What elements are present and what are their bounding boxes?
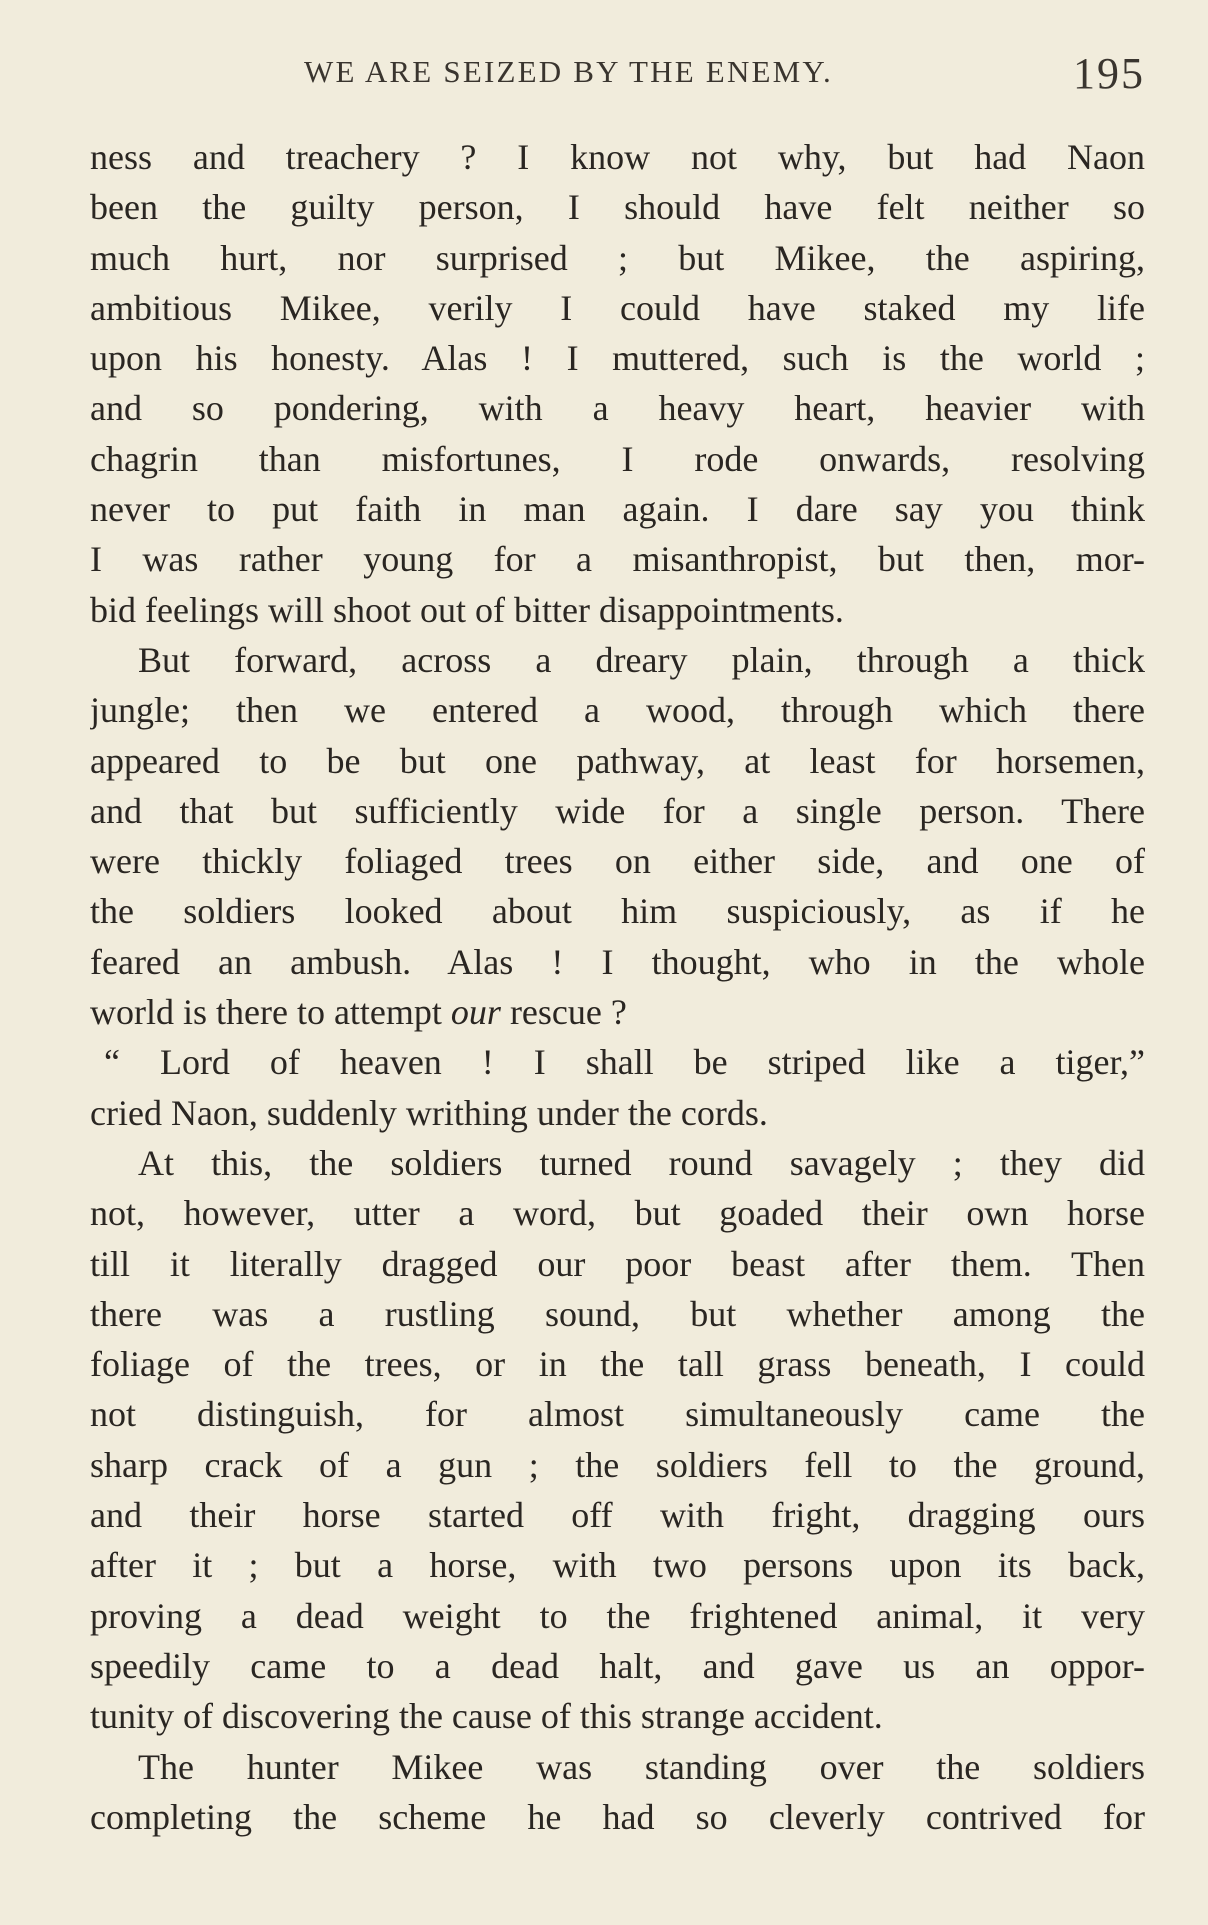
text-line: there was a rustling sound, but whether among the [90, 1293, 1145, 1334]
running-title: WE ARE SEIZED BY THE ENEMY. [304, 54, 833, 89]
text-line: foliage of the trees, or in the tall grass beneath, I could [90, 1344, 1145, 1385]
text-line: not distinguish, for almost simultaneously came the [90, 1394, 1145, 1435]
text-line: and so pondering, with a heavy heart, heavier with [90, 388, 1145, 429]
text-line: much hurt, nor surprised ; but Mikee, the aspiring, [90, 237, 1145, 278]
text-line: The hunter Mikee was standing over the soldiers [138, 1746, 1145, 1787]
text-line: tunity of discovering the cause of this strange accident. [90, 1696, 883, 1737]
text-line: But forward, across a dreary plain, through a thick [138, 639, 1145, 680]
text-line: proving a dead weight to the frightened animal, it very [90, 1595, 1145, 1636]
text-line: jungle; then we entered a wood, through which there [90, 690, 1145, 731]
text-line: speedily came to a dead halt, and gave us an oppor- [90, 1645, 1145, 1686]
text-line: ambitious Mikee, verily I could have staked my life [90, 287, 1145, 328]
text-segment: world is there to attempt [90, 992, 442, 1033]
running-head [90, 48, 1145, 98]
text-line: completing the scheme he had so cleverly contrived for [90, 1796, 1145, 1837]
text-line: bid feelings will shoot out of bitter disappointments. [90, 589, 844, 630]
text-line: I was rather young for a misanthropist, but then, mor- [90, 539, 1145, 580]
text-line: not, however, utter a word, but goaded their own horse [90, 1193, 1145, 1234]
text-segment: rescue ? [509, 992, 627, 1033]
text-line: appeared to be but one pathway, at least for horsemen, [90, 740, 1145, 781]
body-text [90, 132, 1145, 1842]
text-line: and their horse started off with fright, dragging ours [90, 1495, 1145, 1536]
text-line [90, 987, 1145, 1037]
text-line: upon his honesty. Alas ! I muttered, such is the world ; [90, 338, 1145, 379]
text-line: after it ; but a horse, with two persons upon its back, [90, 1545, 1145, 1586]
italic-word: our [450, 992, 501, 1033]
text-line: At this, the soldiers turned round savagely ; they did [138, 1142, 1145, 1183]
text-line: were thickly foliaged trees on either side, and one of [90, 841, 1145, 882]
text-line: cried Naon, suddenly writhing under the cords. [90, 1092, 768, 1133]
text-line: “ Lord of heaven ! I shall be striped like a tiger,” [104, 1042, 1145, 1083]
text-line: never to put faith in man again. I dare say you think [90, 489, 1145, 530]
text-line: till it literally dragged our poor beast after them. Then [90, 1243, 1145, 1284]
text-line: and that but sufficiently wide for a single person. There [90, 790, 1145, 831]
text-line: sharp crack of a gun ; the soldiers fell to the ground, [90, 1444, 1145, 1485]
text-line: feared an ambush. Alas ! I thought, who in the whole [90, 941, 1145, 982]
text-line: ness and treachery ? I know not why, but had Naon [90, 137, 1145, 177]
text-line: chagrin than misfortunes, I rode onwards, resolving [90, 438, 1145, 479]
text-line: been the guilty person, I should have felt neither so [90, 187, 1145, 228]
page-number: 195 [1073, 49, 1145, 98]
text-line: the soldiers looked about him suspiciously, as if he [90, 891, 1145, 932]
